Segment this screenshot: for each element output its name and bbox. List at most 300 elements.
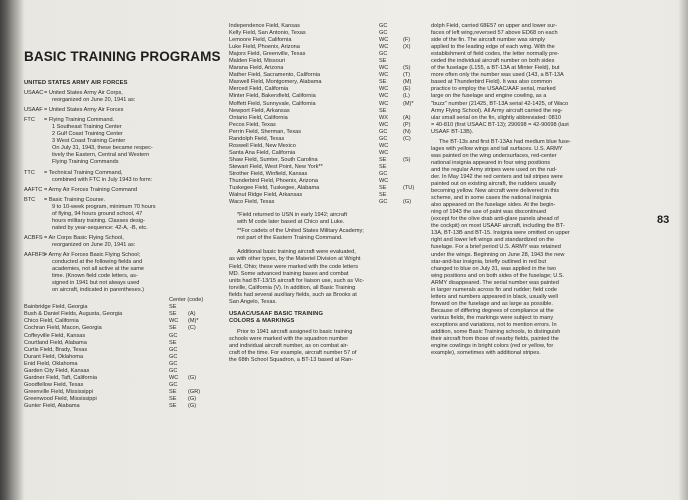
text-line: national insignia appeared in four wing positions [431, 159, 551, 166]
field-list-middle [229, 23, 431, 206]
text-line: Because of differing degrees of compliance at the [431, 307, 554, 314]
definition-line: combined with FTC in July 1943 to form: [52, 176, 153, 183]
field-code: (TU) [403, 185, 415, 192]
field-center: SE [379, 58, 387, 65]
text-line: changed to blue on July 31, was applied in the two [431, 265, 557, 272]
text-line: San Angelo, Texas. [229, 298, 277, 305]
field-row [229, 164, 431, 171]
field-code: (X) [403, 44, 411, 51]
text-line: and the regular Army stripes were used on the rud- [431, 166, 557, 173]
definition-line: On July 31, 1943, these became respec- [52, 145, 153, 152]
field-name: Kelly Field, San Antonio, Texas [229, 30, 306, 37]
paragraph-evaluation [229, 249, 431, 305]
field-row [229, 79, 431, 86]
text-line: side of the fin. The aircraft number was simply [431, 37, 545, 44]
field-row [24, 382, 224, 389]
field-name: Minter Field, Bakersfield, California [229, 93, 316, 100]
definition-line: on aircraft, indicated in parentheses.) [52, 287, 145, 294]
text-line: ular small serial on the fin, slightly abbreviated: 0810 [431, 114, 561, 121]
field-code [403, 51, 423, 58]
text-line: units had BT-13/15 aircraft for liaison use, such as Vic- [229, 277, 365, 284]
field-center: WC [379, 121, 389, 128]
field-center: WC [379, 37, 389, 44]
definition-line: = Army Air Forces Basic Flying School; [44, 251, 141, 258]
field-code: (G) [403, 199, 412, 206]
text-line: large on the fuselage and engine cowling, as a [431, 93, 547, 100]
text-line: establishment of field codes, the letter normally pre- [431, 51, 560, 58]
text-line: was painted on the wing undersurfaces, red-center [431, 152, 557, 159]
text-line: applied to the leading edge of each wing. With the [431, 44, 555, 51]
definition-abbr: TTC [24, 169, 35, 176]
text-line: example), sometimes with additional stripes. [431, 350, 541, 357]
text-line: scheme, and in some cases the national insignia [431, 195, 552, 202]
field-row [24, 361, 224, 368]
definition-line: time. (Known field code letters, as- [52, 273, 138, 280]
field-name: Randolph Field, Texas [229, 135, 285, 142]
column-middle [229, 23, 431, 364]
field-row [229, 185, 431, 192]
field-row [24, 403, 224, 410]
field-name: Bush & Daniel Fields, Augusta, Georgia [24, 311, 123, 318]
field-code: (S) [403, 156, 411, 163]
field-code [188, 368, 208, 375]
field-code [188, 382, 208, 389]
definition-body [44, 117, 224, 166]
field-code: (G) [188, 395, 197, 402]
center-code-header: Center (code) [169, 297, 204, 304]
text-line: MD. Some advanced training bases and combat [229, 270, 349, 277]
text-line: "buzz" number (21425, BT-13A serial 42-1425, of Waco [431, 100, 569, 107]
footnote [237, 228, 431, 242]
definition-line: reorganized on June 20, 1941 as: [52, 97, 136, 104]
text-line: = 40-810 (first USAAC BT-13); 290698 = 42-90698 (last [431, 121, 569, 128]
field-row [24, 318, 224, 325]
field-name: Goodfellow Field, Texas [24, 381, 84, 388]
text-line: addition, some Basic Training schools, to distinguish [431, 329, 561, 336]
field-center: GC [169, 367, 178, 374]
definition-abbr: BTC [24, 196, 36, 203]
text-line: also appeared on the fuselage sides. At the begin- [431, 202, 556, 209]
definition-line: = Flying Training Command. [44, 117, 115, 124]
definition-abbr: AAFTC [24, 186, 43, 193]
field-center: WC [169, 374, 179, 381]
field-center: GC [379, 128, 388, 135]
field-name: Chico Field, California [24, 318, 79, 325]
definition-abbr: USAAC [24, 90, 44, 97]
definition-line: = United States Army Air Forces [44, 107, 124, 114]
field-center: GC [169, 381, 178, 388]
text-line: the cockpit) on most USAAF aircraft, including the BT- [431, 223, 565, 230]
page-number: 83 [657, 214, 670, 226]
field-code: (G) [188, 402, 197, 409]
field-row [229, 44, 431, 51]
text-line: based at Thunderbird Field). It was also common [431, 79, 553, 86]
field-row [24, 311, 224, 318]
text-line: engine cowlings in bright colors (red or yellow, for [431, 343, 554, 350]
field-center: WC [379, 93, 389, 100]
text-line: not part of the Eastern Training Command. [237, 235, 343, 242]
definition-row [24, 187, 224, 194]
section-title-colors-markings [229, 311, 431, 325]
field-row [229, 199, 431, 206]
field-center: SE [169, 388, 177, 395]
field-center: WC [379, 142, 389, 149]
field-code [403, 150, 423, 157]
field-center: WC [379, 178, 389, 185]
field-center: SE [169, 304, 177, 311]
field-code [403, 192, 423, 199]
text-line: as with other types, by the Materiel Division at Wright [229, 256, 361, 263]
definition-row [24, 252, 224, 294]
field-row [229, 143, 431, 150]
text-line: Prior to 1941 aircraft assigned to basic training [237, 328, 353, 335]
field-row [24, 368, 224, 375]
field-name: Malden Field, Missouri [229, 58, 285, 65]
field-center: GC [379, 199, 388, 206]
text-line: *Field returned to USN in early 1942; aircraft [237, 212, 348, 219]
definition-line: 9 to 10-week program, minimum 70 hours [52, 203, 156, 210]
text-line: wing positions and on both sides of the fuselage; U.S. [431, 272, 565, 279]
field-center: SE [169, 339, 177, 346]
field-name: Santa Ana Field, California [229, 149, 296, 156]
text-line: of the fuselage (L155, a BT-13A at Minter Field), but [431, 65, 560, 72]
field-center: SE [169, 325, 177, 332]
text-line: craft of the time. For example, aircraft number 57 of [229, 350, 357, 357]
field-code: (F) [403, 37, 411, 44]
field-center: GC [169, 346, 178, 353]
field-code [403, 30, 423, 37]
text-line: their aircraft from those of nearby fields, painted the [431, 336, 559, 343]
text-line: lages with yellow wings and tail surfaces. U.S. ARMY [431, 145, 563, 152]
definition-line: conducted at the following fields and [52, 259, 143, 266]
field-row [229, 122, 431, 129]
text-line: schools were marked with the squadron number [229, 335, 349, 342]
definition-body [44, 107, 224, 114]
field-name: Newport Field, Arkansas [229, 107, 290, 114]
definition-line: signed in 1941 but not always used [52, 280, 140, 287]
column-right [431, 23, 654, 357]
field-code: (A) [403, 114, 411, 121]
definition-abbr: ACBFS [24, 234, 43, 241]
field-name: Merced Field, California [229, 86, 289, 93]
field-name: Marana Field, Arizona [229, 65, 284, 72]
field-row [229, 51, 431, 58]
field-name: Lemoore Field, California [229, 37, 292, 44]
definition-body [44, 197, 224, 232]
definition-body [44, 235, 224, 249]
field-code: (GR) [188, 388, 201, 395]
field-code: (E) [403, 86, 411, 93]
field-name: Gunter Field, Alabama [24, 402, 80, 409]
field-code: (M) [403, 79, 412, 86]
text-line: COLORS & MARKINGS [229, 317, 295, 324]
text-line: star-and-bar insignia, briefly outlined in red but [431, 258, 547, 265]
paragraph-colors [431, 139, 654, 357]
page-title: BASIC TRAINING PROGRAMS [24, 49, 221, 64]
field-center: GC [379, 170, 388, 177]
text-line: ceded the individual aircraft number on both sides [431, 58, 555, 65]
field-row [229, 72, 431, 79]
field-name: Waco Field, Texas [229, 199, 275, 206]
field-code: (M)* [188, 318, 199, 325]
field-center: SE [169, 402, 177, 409]
field-row [229, 150, 431, 157]
field-center: GC [169, 360, 178, 367]
field-code: (G) [188, 374, 197, 381]
field-name: Gardner Field, Taft, California [24, 374, 97, 381]
field-row [229, 178, 431, 185]
page-edge-shadow [678, 0, 688, 500]
field-center: WC [379, 44, 389, 51]
field-row [229, 23, 431, 30]
field-row [229, 58, 431, 65]
field-center: SE [169, 395, 177, 402]
field-code: (T) [403, 72, 411, 79]
field-center: GC [379, 23, 388, 29]
field-code: (N) [403, 128, 411, 135]
field-code [188, 340, 208, 347]
text-line: **For cadets of the United States Military Academy; [237, 228, 364, 235]
section-title-usaaf: UNITED STATES ARMY AIR FORCES [24, 80, 128, 86]
field-row [229, 192, 431, 199]
text-line: Army Flying School). All Army aircraft carried the reg- [431, 107, 563, 114]
field-center: WC [169, 318, 179, 325]
definition-body [44, 90, 224, 104]
text-line: practice to employ the USAAC/AAF serial, marked [431, 86, 556, 93]
field-name: Maxwell Field, Montgomery, Alabama [229, 79, 322, 86]
field-row [24, 375, 224, 382]
field-row [229, 115, 431, 122]
field-code: (S) [403, 65, 411, 72]
paragraph-prior-1941 [229, 329, 431, 364]
text-line: 13A, BT-13B and BT-15. Insignia were omitted on upper [431, 230, 570, 237]
text-line: Field, Ohio; these were marked with the code letters [229, 263, 359, 270]
field-code [403, 171, 423, 178]
field-name: Perrin Field, Sherman, Texas [229, 128, 302, 135]
definition-row [24, 197, 224, 232]
text-line: USAAF BT-13B). [431, 128, 474, 135]
definition-abbr: FTC [24, 117, 35, 124]
text-line: fields had several auxiliary fields, such as Brooks at [229, 291, 357, 298]
definition-line: academies, not all active at the same [52, 266, 145, 273]
field-row [24, 396, 224, 403]
field-row [24, 347, 224, 354]
field-center: GC [169, 353, 178, 360]
text-line: fuselage. For a brief period U.S. ARMY was retained [431, 244, 561, 251]
abbreviation-definitions [24, 90, 224, 294]
field-center: GC [379, 51, 388, 58]
definition-line: tively the Eastern, Central and Western [52, 152, 150, 159]
field-code [403, 23, 423, 30]
field-name: Walnut Ridge Field, Arkansas [229, 192, 303, 199]
field-row [24, 304, 224, 311]
field-name: Coffeyville Field, Kansas [24, 332, 86, 339]
field-center: SE [379, 79, 387, 86]
field-name: Majors Field, Greenville, Texas [229, 51, 306, 58]
definition-line: hours military training. Classes desig- [52, 217, 145, 224]
definition-line: = Air Corps Basic Flying School, [44, 234, 124, 241]
definition-line: 1 Southeast Training Center [52, 124, 122, 131]
footnotes [229, 212, 431, 242]
field-center: SE [169, 311, 177, 318]
definition-line: Flying Training Commands [52, 159, 119, 166]
field-row [229, 93, 431, 100]
text-line: dolph Field, carried 68E57 on upper and lower sur- [431, 23, 557, 29]
definition-abbr: AAFBFS [24, 251, 46, 258]
field-code [188, 304, 208, 311]
text-line: Additional basic training aircraft were evaluated, [237, 249, 356, 256]
text-line: more often only the number was used (143, a BT-13A [431, 72, 564, 79]
field-name: Garden City Field, Kansas [24, 367, 90, 374]
field-center: WX [379, 114, 389, 121]
text-line: under the wings. Beginning on June 28, 1943 the new [431, 251, 565, 258]
text-line: The BT-13s and first BT-13As had medium blue fuse- [439, 138, 571, 145]
field-code [188, 333, 208, 340]
field-code [403, 108, 423, 115]
field-center: SE [379, 192, 387, 199]
field-center: WC [379, 72, 389, 79]
definition-row [24, 117, 224, 166]
field-name: Pecos Field, Texas [229, 121, 276, 128]
field-name: Luke Field, Phoenix, Arizona [229, 44, 300, 51]
text-line: exceptions and variations, not to mention errors. In [431, 321, 557, 328]
spine-shadow [0, 0, 24, 500]
definition-line: of flying, 94 hours ground school, 47 [52, 210, 143, 217]
text-line: and individual aircraft number, as on combat air- [229, 342, 349, 349]
field-center: WC [379, 86, 389, 93]
field-name: Ontario Field, California [229, 114, 288, 121]
field-code [403, 178, 423, 185]
field-center: SE [379, 185, 387, 192]
field-name: Tuskegee Field, Tuskegee, Alabama [229, 185, 320, 192]
field-row [24, 340, 224, 347]
field-center: SE [379, 107, 387, 114]
field-center: WC [379, 65, 389, 72]
field-name: Strother Field, Winfield, Kansas [229, 170, 308, 177]
text-line: letters and numbers appeared in black, usually well [431, 293, 558, 300]
text-line: various fields, the markings were subject to many [431, 314, 554, 321]
footnote [237, 212, 431, 226]
field-name: Cochran Field, Macon, Georgia [24, 325, 102, 332]
definition-row [24, 107, 224, 114]
field-row [229, 30, 431, 37]
field-row [24, 333, 224, 340]
field-row [229, 171, 431, 178]
field-code [188, 354, 208, 361]
text-line: torville, California (V). In addition, all Basic Training [229, 284, 356, 291]
field-code: (A) [188, 311, 196, 318]
field-name: Mather Field, Sacramento, California [229, 72, 321, 79]
field-name: Durant Field, Oklahoma [24, 353, 84, 360]
text-line: ning of 1943 the use of paint was discontinued [431, 209, 547, 216]
field-row [24, 325, 224, 332]
field-center: WC [379, 149, 389, 156]
field-name: Thunderbird Field, Phoenix, Arizona [229, 178, 318, 185]
field-name: Greenwood Field, Mississippi [24, 395, 97, 402]
paragraph-field-codes [431, 23, 654, 136]
field-center: WC [379, 100, 389, 107]
definition-row [24, 235, 224, 249]
definition-row [24, 170, 224, 184]
definition-line: nated by year-sequence: 42-A, -B, etc. [52, 224, 148, 231]
field-code [188, 361, 208, 368]
definition-line: = Basic Training Course. [44, 196, 106, 203]
field-name: Shaw Field, Sumter, South Carolina [229, 156, 318, 163]
field-name: Moffett Field, Sunnyvale, California [229, 100, 316, 107]
column-left [24, 80, 224, 410]
field-code [403, 58, 423, 65]
definition-body [44, 187, 224, 194]
field-name: Roswell Field, New Mexico [229, 142, 296, 149]
definition-line: = Army Air Forces Training Command [44, 186, 138, 193]
text-line: der. In May 1942 the red centers and tail stripes were [431, 173, 563, 180]
text-line: ARMY disappeared. The serial number was painted [431, 279, 559, 286]
field-row [229, 157, 431, 164]
text-line: painted out on existing aircraft, the rudders usually [431, 181, 556, 188]
field-row [229, 101, 431, 108]
definition-abbr: USAAF [24, 107, 43, 114]
definition-body [44, 170, 224, 184]
text-line: in larger numerals across fin and rudder; field code [431, 286, 557, 293]
field-center: GC [379, 135, 388, 142]
text-line: the 68th School Squadron, a BT-13 based at Ran- [229, 357, 354, 364]
field-code [403, 143, 423, 150]
text-line: becoming yellow. New aircraft were delivered in this [431, 188, 560, 195]
field-row [229, 37, 431, 44]
definition-line: = United States Army Air Corps, [44, 90, 123, 97]
field-code [403, 164, 423, 171]
field-code: (L) [403, 93, 410, 100]
field-center: SE [379, 163, 387, 170]
field-row [229, 108, 431, 115]
definition-row [24, 90, 224, 104]
text-line: USAAC/USAAF BASIC TRAINING [229, 310, 324, 317]
field-row [229, 136, 431, 143]
definition-line: 2 Gulf Coast Training Center [52, 131, 123, 138]
text-line: faces of left wing,reversed 57 above ED68 on each [431, 30, 558, 37]
field-name: Enid Field, Oklahoma [24, 360, 78, 367]
field-name: Stewart Field, West Point, New York** [229, 163, 323, 170]
text-line: with M code later based at Chico and Luke. [237, 219, 345, 226]
center-code-header-row [24, 297, 224, 304]
text-line: right and lower left wings and standardized on the [431, 237, 555, 244]
field-center: GC [169, 332, 178, 339]
field-row [24, 354, 224, 361]
field-code: (C) [403, 135, 411, 142]
field-center: GC [379, 30, 388, 37]
field-row [24, 389, 224, 396]
field-name: Courtland Field, Alabama [24, 339, 87, 346]
text-line: (except for the olive drab anti-glare panels ahead of [431, 216, 559, 223]
definition-line: = Technical Training Command, [44, 169, 123, 176]
field-code: (C) [188, 325, 196, 332]
field-name: Curtis Field, Brady, Texas [24, 346, 88, 353]
field-name: Independence Field, Kansas [229, 23, 300, 29]
field-code [188, 347, 208, 354]
field-center: SE [379, 156, 387, 163]
definition-line: 3 West Coast Training Center [52, 138, 126, 145]
definition-body [44, 252, 224, 294]
field-row [229, 129, 431, 136]
field-name: Greenville Field, Mississippi [24, 388, 94, 395]
field-code: (M)* [403, 100, 414, 107]
text-line: forward on the fuselage and as large as possible. [431, 300, 553, 307]
field-name: Bainbridge Field, Georgia [24, 304, 88, 311]
definition-line: reorganized on June 20, 1941 as: [52, 241, 136, 248]
field-row [229, 86, 431, 93]
field-code: (P) [403, 121, 411, 128]
field-row [229, 65, 431, 72]
